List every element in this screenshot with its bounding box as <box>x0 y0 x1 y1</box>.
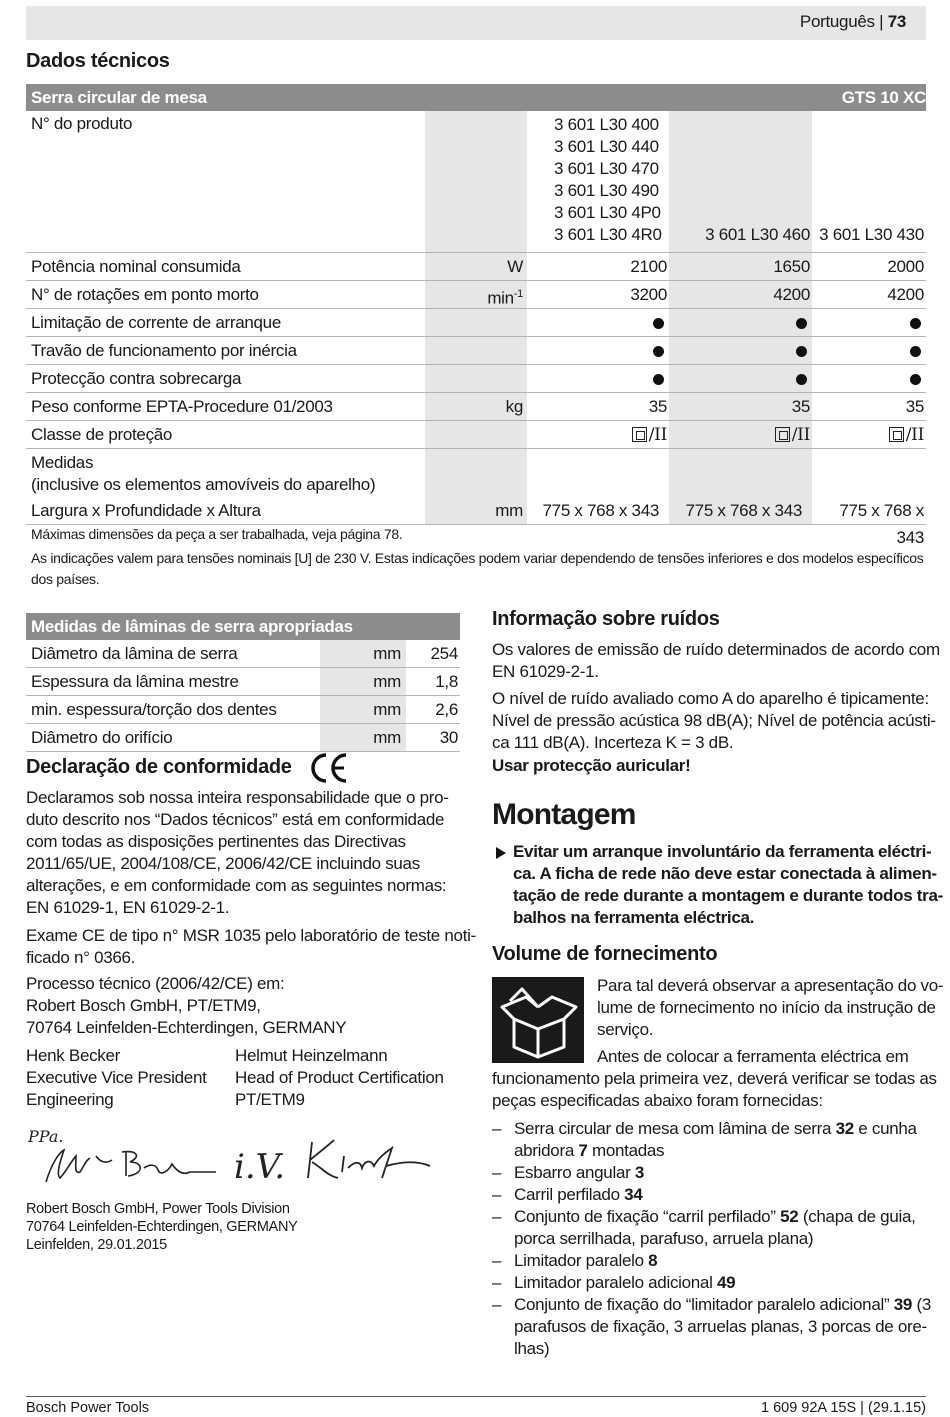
noise-warning: Usar protecção auricular! <box>492 756 691 775</box>
delivery-title: Volume de fornecimento <box>492 943 718 965</box>
item-text: Serra circular de mesa com lâmina de serra <box>514 1119 836 1138</box>
row-unit: mm <box>320 724 406 751</box>
assembly-title: Montagem <box>492 798 636 831</box>
feature-dot-icon <box>910 374 921 385</box>
delivery-paragraph-2a: Antes de colocar a ferramenta eléctrica em <box>597 1047 909 1066</box>
item-text: (chapa de guia, porca serrilhada, parafuso, arruela plana) <box>514 1207 916 1248</box>
blade-table <box>26 613 460 752</box>
row-label: Classe de proteção <box>31 425 173 444</box>
row-unit <box>425 337 527 364</box>
row-label: Travão de funcionamento por inércia <box>31 341 297 360</box>
tech-table-head-label: Serra circular de mesa <box>31 87 207 107</box>
item-reference-number: 7 <box>578 1141 588 1160</box>
row-value-c3 <box>812 309 926 336</box>
product-col2: 3 601 L30 460 <box>669 111 812 252</box>
delivery-paragraph-2b: funcionamento pela primeira vez, deverá verificar se todas as peças especificadas abaixo foram fornecidas: <box>492 1069 937 1110</box>
row-unit <box>425 309 527 336</box>
row-value-c1 <box>527 337 669 364</box>
row-value-c1 <box>527 421 669 448</box>
list-dash: – <box>492 1273 502 1292</box>
signature-iv: i.V. <box>234 1147 286 1187</box>
footer-brand: Bosch Power Tools <box>26 1400 150 1416</box>
product-col1: 3 601 L30 400 3 601 L30 440 3 601 L30 470 3 601 L30 490 3 601 L30 4P0 3 601 L30 4R0 <box>554 115 662 244</box>
row-value-c2: 4200 <box>669 281 812 308</box>
row-label: Espessura da lâmina mestre <box>31 672 239 691</box>
table-row <box>26 281 926 309</box>
list-item <box>492 1294 932 1360</box>
feature-dot-icon <box>653 318 664 329</box>
item-text: e cunha abridora <box>514 1119 917 1160</box>
list-dash: – <box>492 1119 502 1138</box>
item-text: Limitador paralelo <box>514 1251 649 1270</box>
conformity-paragraph-2: Exame CE de tipo n° MSR 1035 pelo laboratório de teste noti- ficado n° 0366. <box>26 926 476 967</box>
item-text: Conjunto de fixação “carril perfilado” <box>514 1207 781 1226</box>
signature-image <box>26 1122 436 1194</box>
table-row-product <box>26 111 926 253</box>
list-dash: – <box>492 1163 502 1182</box>
row-label: Diâmetro do orifício <box>31 728 173 747</box>
table-row <box>26 696 460 724</box>
list-dash: – <box>492 1185 502 1204</box>
item-text: (3 parafusos de fixação, 3 arruelas planas, 3 porcas de ore- lhas) <box>514 1295 932 1358</box>
signatory-left: Henk Becker Executive Vice President Engineering <box>26 1046 207 1109</box>
list-item <box>492 1250 932 1272</box>
row-unit <box>425 421 527 448</box>
row-unit: mm <box>320 696 406 723</box>
signatory-right: Helmut Heinzelmann Head of Product Certification PT/ETM9 <box>235 1046 444 1109</box>
dims-c3: 775 x 768 x 343 <box>839 501 924 547</box>
protection-class-icon <box>889 427 904 442</box>
conformity-title: Declaração de conformidade <box>26 756 292 778</box>
row-label: min. espessura/torção dos dentes <box>31 700 277 719</box>
feature-dot-icon <box>653 346 664 357</box>
row-unit <box>425 281 527 308</box>
item-reference-number: 39 <box>893 1295 913 1314</box>
protection-class-icon <box>775 427 790 442</box>
row-value: 30 <box>439 728 458 747</box>
row-unit <box>425 365 527 392</box>
table-row <box>26 393 926 421</box>
row-value-c2: 1650 <box>669 253 812 280</box>
list-item <box>492 1162 932 1184</box>
footer-doc-number: 1 609 92A 15S | (29.1.15) <box>760 1400 926 1416</box>
row-value-c2 <box>669 421 812 448</box>
item-reference-number: 3 <box>634 1163 645 1182</box>
product-label: N° do produto <box>31 114 133 133</box>
table-row <box>26 421 926 449</box>
signature-ppa: PPa. <box>28 1127 64 1146</box>
page-header: Português | 73 <box>799 12 906 31</box>
dims-unit: mm <box>425 497 527 524</box>
row-value: 2,6 <box>435 700 458 719</box>
tech-data-title: Dados técnicos <box>26 50 170 72</box>
feature-dot-icon <box>910 318 921 329</box>
item-text: Conjunto de fixação do “limitador paralelo adicional” <box>514 1295 894 1314</box>
note-countries: dos países. <box>31 571 100 587</box>
row-unit: mm <box>320 668 406 695</box>
delivery-list <box>492 1118 932 1360</box>
page-number: 73 <box>887 12 906 31</box>
list-item <box>492 1206 932 1250</box>
row-value-c2: 35 <box>669 393 812 420</box>
feature-dot-icon <box>653 374 664 385</box>
note-max-dimensions: Máximas dimensões da peça a ser trabalhada, veja página 78. <box>31 526 403 542</box>
conformity-paragraph-1: Declaramos sob nossa inteira responsabilidade que o pro- duto descrito nos “Dados técnicos” está em conformidade com todas as disposições pertinentes das Directivas 2011/65/UE, 2004/108/CE, 2006/42/CE incluindo suas alterações, e em conformidade com as seguintes normas: EN 61029-1, EN 61029-2-1. <box>26 788 449 917</box>
note-voltage: As indicações valem para tensões nominais [U] de 230 V. Estas indicações podem variar dependendo de tensões inferiores e dos modelos específicos <box>31 550 924 566</box>
noise-title: Informação sobre ruídos <box>492 608 720 630</box>
delivery-paragraph-1: Para tal deverá observar a apresentação do vo- lume de fornecimento no início da instrução de serviço. <box>597 976 944 1039</box>
protection-class-text: /II <box>648 425 667 445</box>
row-value-c1 <box>527 309 669 336</box>
c2-cell <box>669 449 812 497</box>
row-value-c2 <box>669 309 812 336</box>
row-value-c3 <box>812 365 926 392</box>
item-text: Esbarro angular <box>514 1163 635 1182</box>
assembly-warning: Evitar um arranque involuntário da ferramenta eléctri- ca. A ficha de rede não deve estar conectada à alimen- tação de rede durante a montagem e durante todos tra- balhos na ferramenta eléctrica. <box>513 842 943 927</box>
tech-table-model: GTS 10 XC <box>841 87 926 107</box>
unit-cell <box>425 111 527 252</box>
item-reference-number: 8 <box>648 1251 658 1270</box>
protection-class-text: /II <box>905 425 924 445</box>
blade-table-head: Medidas de lâminas de serra apropriadas <box>26 613 460 640</box>
ce-mark-icon <box>310 752 350 784</box>
open-box-icon <box>492 977 584 1063</box>
row-unit: kg <box>425 393 527 420</box>
row-value-c1: 3200 <box>630 285 667 304</box>
row-value-c2 <box>669 337 812 364</box>
dims-c2: 775 x 768 x 343 <box>669 497 812 524</box>
header-language: Português <box>799 12 875 31</box>
row-label: Peso conforme EPTA-Procedure 01/2003 <box>31 397 333 416</box>
feature-dot-icon <box>910 346 921 357</box>
row-value-c3 <box>812 337 926 364</box>
feature-dot-icon <box>796 374 807 385</box>
table-row <box>26 309 926 337</box>
table-row <box>26 365 926 393</box>
unit-text: min <box>487 288 514 308</box>
protection-class-icon <box>632 427 647 442</box>
row-label: N° de rotações em ponto morto <box>31 285 259 304</box>
row-value-c1 <box>527 365 669 392</box>
list-item <box>492 1118 932 1162</box>
item-text: Carril perfilado <box>514 1185 625 1204</box>
row-value: 254 <box>430 644 458 663</box>
dims-c1: 775 x 768 x 343 <box>542 501 659 520</box>
unit-exponent: -1 <box>513 288 523 300</box>
unit-cell <box>425 449 527 497</box>
list-dash: – <box>492 1207 502 1226</box>
list-item <box>492 1272 932 1294</box>
feature-dot-icon <box>796 346 807 357</box>
measures-label: Medidas (inclusive os elementos amovíveis do aparelho) <box>31 453 376 494</box>
list-item <box>492 1184 932 1206</box>
row-value-c3: 2000 <box>887 257 924 276</box>
row-value-c1: 35 <box>648 397 667 416</box>
row-value-c3: 4200 <box>887 285 924 304</box>
row-label: Limitação de corrente de arranque <box>31 313 281 332</box>
row-unit: W <box>425 253 527 280</box>
item-reference-number: 32 <box>835 1119 854 1138</box>
row-value-c3: 35 <box>905 397 924 416</box>
protection-class-text: /II <box>791 425 810 445</box>
row-unit: mm <box>320 640 406 667</box>
feature-dot-icon <box>796 318 807 329</box>
conformity-paragraph-3: Processo técnico (2006/42/CE) em: Robert Bosch GmbH, PT/ETM9, 70764 Leinfelden-Echterdingen, GERMANY <box>26 974 347 1037</box>
row-label: Diâmetro da lâmina de serra <box>31 644 238 663</box>
page-header-bar <box>26 6 926 40</box>
row-value-c2 <box>669 365 812 392</box>
warning-arrow-icon <box>496 847 506 859</box>
item-reference-number: 34 <box>624 1185 643 1204</box>
table-row <box>26 253 926 281</box>
item-reference-number: 49 <box>716 1273 736 1292</box>
tech-table-head <box>26 84 926 111</box>
list-dash: – <box>492 1295 502 1314</box>
row-value-c1: 2100 <box>630 257 667 276</box>
table-row <box>26 640 460 668</box>
row-value-c3 <box>812 421 926 448</box>
item-text: Limitador paralelo adicional <box>514 1273 717 1292</box>
noise-paragraph-2: O nível de ruído avaliado como A do aparelho é tipicamente: Nível de pressão acústica 98 dB(A); Nível de potência acústi- ca 111 dB(A). Incerteza K = 3 dB. <box>492 689 936 752</box>
footer-divider <box>26 1396 926 1397</box>
dims-label: Largura x Profundidade x Altura <box>31 501 261 520</box>
item-text: montadas <box>587 1141 665 1160</box>
row-value: 1,8 <box>435 672 458 691</box>
row-label: Protecção contra sobrecarga <box>31 369 242 388</box>
row-label: Potência nominal consumida <box>31 257 241 276</box>
item-reference-number: 52 <box>780 1207 799 1226</box>
table-row <box>26 724 460 752</box>
table-row <box>26 337 926 365</box>
list-dash: – <box>492 1251 502 1270</box>
product-col3: 3 601 L30 430 <box>819 225 924 244</box>
table-row-measures <box>26 449 926 497</box>
table-row <box>26 668 460 696</box>
company-address: Robert Bosch GmbH, Power Tools Division 70764 Leinfelden-Echterdingen, GERMANY Leinfelden, 29.01.2015 <box>26 1201 298 1253</box>
noise-paragraph-1: Os valores de emissão de ruído determinados de acordo com EN 61029-2-1. <box>492 640 940 681</box>
